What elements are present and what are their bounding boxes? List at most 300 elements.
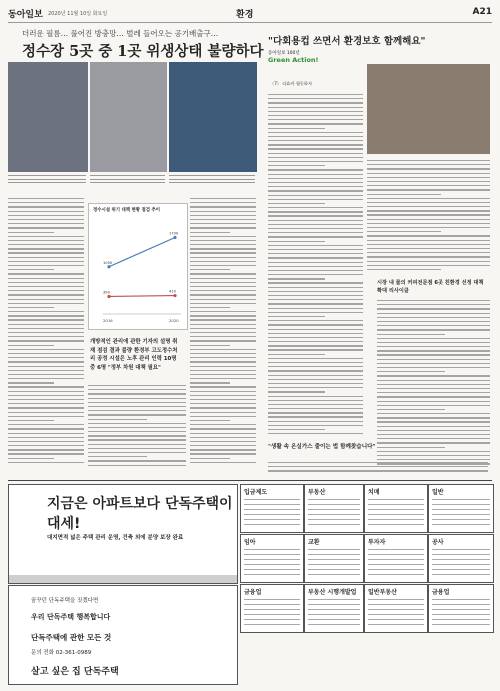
text-line xyxy=(190,248,256,249)
ad2-line-5: 살고 싶은 집 단독주택 xyxy=(31,667,119,677)
text-line xyxy=(88,410,186,411)
text-line xyxy=(8,232,54,233)
text-line xyxy=(8,453,84,454)
text-line xyxy=(190,219,256,220)
text-line xyxy=(88,414,186,415)
classified-ad-title: 일반부동산 xyxy=(368,589,397,596)
text-line xyxy=(190,424,256,425)
text-line xyxy=(367,265,490,266)
text-line xyxy=(268,190,363,191)
ad-text-line xyxy=(244,599,300,600)
text-line xyxy=(268,132,363,133)
text-line xyxy=(268,215,363,216)
ad-text-line xyxy=(368,574,424,575)
page-header xyxy=(8,6,492,23)
text-line xyxy=(377,384,490,385)
text-line xyxy=(367,198,490,199)
text-line xyxy=(268,282,363,283)
text-line xyxy=(190,458,230,459)
text-line xyxy=(377,392,490,393)
ad-text-line xyxy=(432,564,490,565)
text-line xyxy=(268,425,363,426)
ad-text-line xyxy=(244,609,300,610)
ad-text-line xyxy=(432,549,490,550)
text-line xyxy=(8,223,84,224)
text-line xyxy=(8,374,84,375)
ad-text-line xyxy=(368,514,424,515)
data-label: 1050 xyxy=(103,260,113,265)
ad-text-line xyxy=(432,524,490,525)
text-line xyxy=(8,252,84,253)
classified-ad xyxy=(304,584,364,633)
text-line xyxy=(377,434,490,435)
text-line xyxy=(8,236,84,237)
text-line xyxy=(268,412,363,413)
text-line xyxy=(377,304,490,305)
right-body-col-1 xyxy=(268,94,363,439)
text-line xyxy=(268,337,363,338)
text-line xyxy=(8,416,84,417)
text-line xyxy=(367,160,490,161)
text-line xyxy=(190,278,256,279)
ad-text-line xyxy=(244,614,300,615)
ad-text-line xyxy=(432,624,490,625)
text-line xyxy=(268,228,363,229)
text-line xyxy=(8,311,84,312)
ad-text-line xyxy=(432,499,490,500)
text-line xyxy=(8,458,54,459)
text-line xyxy=(377,342,490,343)
text-line xyxy=(268,462,488,463)
text-line xyxy=(268,324,363,325)
text-line xyxy=(268,349,363,350)
series-line-0 xyxy=(109,238,175,267)
text-line xyxy=(8,257,84,258)
text-line xyxy=(8,303,84,304)
text-line xyxy=(268,203,325,204)
text-line xyxy=(8,215,84,216)
text-line xyxy=(377,317,490,318)
text-line xyxy=(268,303,363,304)
text-line xyxy=(88,444,186,445)
ad-text-line xyxy=(368,614,424,615)
classified-ad-title: 부동산 xyxy=(308,489,326,496)
ad-text-line xyxy=(308,509,360,510)
text-line xyxy=(367,177,490,178)
ad-text-line xyxy=(308,519,360,520)
text-line xyxy=(367,256,490,257)
text-line xyxy=(190,244,256,245)
classified-ad xyxy=(240,484,304,533)
classified-ad xyxy=(364,534,428,583)
text-line xyxy=(88,427,186,428)
photo-caption-3 xyxy=(169,175,255,186)
text-line xyxy=(190,453,256,454)
photo-caption-1 xyxy=(8,175,86,186)
ad-text-line xyxy=(308,624,360,625)
text-line xyxy=(268,123,363,124)
text-line xyxy=(377,308,490,309)
ad-text-line xyxy=(432,569,490,570)
x-tick-label: 2016 xyxy=(103,318,113,323)
text-line xyxy=(190,386,256,387)
text-line xyxy=(8,382,54,383)
text-line xyxy=(8,391,84,392)
ad-subtitle: 대지면적 넓은 주택 관리 운영, 건축 외에 분양 보장 완료 xyxy=(47,535,184,541)
text-line xyxy=(268,404,363,405)
text-line xyxy=(377,300,490,301)
text-line xyxy=(367,231,441,232)
text-line xyxy=(8,441,84,442)
text-line xyxy=(190,294,256,295)
chart-title: 정수시설 위기 대책 현황 점검 추이 xyxy=(93,208,161,213)
ad-text-line xyxy=(244,604,300,605)
text-line xyxy=(8,361,84,362)
text-line xyxy=(367,214,490,215)
text-line xyxy=(88,385,186,386)
classified-ad xyxy=(304,484,364,533)
text-line xyxy=(268,220,363,221)
text-line xyxy=(190,315,256,316)
text-line xyxy=(190,378,256,379)
text-line xyxy=(268,102,363,103)
text-line xyxy=(190,307,230,308)
text-line xyxy=(268,383,363,384)
text-line xyxy=(268,278,325,279)
text-line xyxy=(190,282,256,283)
ad-text-line xyxy=(244,619,300,620)
classified-ad xyxy=(364,484,428,533)
text-line xyxy=(190,311,256,312)
classified-ad-title: 공사 xyxy=(432,539,444,546)
ad-text-line xyxy=(244,574,300,575)
text-line xyxy=(8,202,84,203)
ad-text-line xyxy=(244,509,300,510)
ad-text-line xyxy=(432,609,490,610)
text-line xyxy=(377,375,490,376)
right-subheading: 시장 내 물의 커피전문점 6곳 친환경 선정 대책 확대 리사이클 xyxy=(377,280,484,294)
text-line xyxy=(268,94,363,95)
ad-text-line xyxy=(368,604,424,605)
text-line xyxy=(268,140,363,141)
text-line xyxy=(268,354,325,355)
classified-ad-title: 금용업 xyxy=(432,589,450,596)
ad2-line-3: 단독주택에 관한 모든 것 xyxy=(31,633,112,642)
text-line xyxy=(8,336,84,337)
text-line xyxy=(190,227,256,228)
text-line xyxy=(268,396,363,397)
ad-text-line xyxy=(308,514,360,515)
ad-text-line xyxy=(368,564,424,565)
text-line xyxy=(377,354,490,355)
text-line xyxy=(190,407,256,408)
text-line xyxy=(268,128,325,129)
ad-text-line xyxy=(308,574,360,575)
text-line xyxy=(88,456,147,457)
text-line xyxy=(377,430,490,431)
text-line xyxy=(268,182,363,183)
text-line xyxy=(268,153,363,154)
text-line xyxy=(367,210,490,211)
text-line xyxy=(268,161,363,162)
ad-text-line xyxy=(432,619,490,620)
text-line xyxy=(190,437,256,438)
text-line xyxy=(8,437,84,438)
ad-detached-house-2 xyxy=(8,585,238,685)
data-point xyxy=(173,294,176,297)
text-line xyxy=(377,321,490,322)
text-line xyxy=(8,211,84,212)
text-line xyxy=(268,362,363,363)
text-line xyxy=(190,412,256,413)
text-line xyxy=(190,416,256,417)
classified-ad xyxy=(240,584,304,633)
text-line xyxy=(190,206,256,207)
text-line xyxy=(268,345,363,346)
ad-text-line xyxy=(432,604,490,605)
ad-text-line xyxy=(244,559,300,560)
text-line xyxy=(268,421,363,422)
text-line xyxy=(88,419,147,420)
ad-text-line xyxy=(432,504,490,505)
page-number: A21 xyxy=(472,7,492,17)
text-line xyxy=(190,361,256,362)
photo-window-screen xyxy=(8,62,88,172)
ad-text-line xyxy=(368,599,424,600)
text-line xyxy=(190,399,256,400)
text-line xyxy=(377,371,445,372)
text-line xyxy=(377,338,490,339)
text-line xyxy=(268,262,363,263)
article-body-col-3 xyxy=(190,198,256,470)
text-line xyxy=(377,359,490,360)
text-line xyxy=(190,223,256,224)
text-line xyxy=(8,319,84,320)
classified-ad-title: 교환 xyxy=(308,539,320,546)
ad-text-line xyxy=(432,519,490,520)
data-point xyxy=(107,295,110,298)
text-line xyxy=(190,433,256,434)
ad-text-line xyxy=(308,609,360,610)
text-line xyxy=(88,452,186,453)
article-headline: 정수장 5곳 중 1곳 위생상태 불량하다 xyxy=(22,43,264,60)
text-line xyxy=(8,424,84,425)
text-line xyxy=(377,363,490,364)
text-line xyxy=(268,111,363,112)
classified-ad-title: 치매 xyxy=(368,489,380,496)
caption-line xyxy=(90,179,165,180)
classified-ad-title: 입금제도 xyxy=(244,489,268,496)
text-line xyxy=(268,291,363,292)
ad-text-line xyxy=(368,499,424,500)
text-line xyxy=(367,164,490,165)
ad-text-line xyxy=(432,574,490,575)
series-line-1 xyxy=(109,296,175,297)
text-line xyxy=(367,223,490,224)
text-line xyxy=(268,157,363,158)
text-line xyxy=(8,248,84,249)
text-line xyxy=(367,189,490,190)
text-line xyxy=(88,402,186,403)
text-line xyxy=(8,278,84,279)
text-line xyxy=(367,261,490,262)
text-line xyxy=(190,428,256,429)
text-line xyxy=(8,403,84,404)
ad-text-line xyxy=(244,564,300,565)
text-line xyxy=(268,312,363,313)
series-subtitle: 〈7〉 다효카 협동하자 xyxy=(270,81,313,86)
classified-ad xyxy=(428,584,494,633)
text-line xyxy=(377,329,490,330)
text-line xyxy=(268,295,363,296)
text-line xyxy=(8,462,84,463)
ad-text-line xyxy=(308,524,360,525)
text-line xyxy=(268,270,363,271)
text-line xyxy=(268,358,363,359)
text-line xyxy=(190,265,256,266)
text-line xyxy=(8,324,84,325)
data-point xyxy=(107,265,110,268)
text-line xyxy=(190,202,256,203)
text-line xyxy=(377,334,445,335)
caption-line xyxy=(8,179,86,180)
text-line xyxy=(268,375,363,376)
text-line xyxy=(377,396,490,397)
text-line xyxy=(190,366,256,367)
right-box-body xyxy=(268,462,488,476)
ad-text-line xyxy=(368,559,424,560)
text-line xyxy=(268,429,325,430)
text-line xyxy=(268,245,363,246)
text-line xyxy=(88,406,186,407)
article-kicker: 더러운 필름… 풀어진 방충망… 벌레 들어오는 공기배출구… xyxy=(22,29,219,38)
text-line xyxy=(268,466,488,467)
text-line xyxy=(268,257,363,258)
ad-text-line xyxy=(244,624,300,625)
ad-text-line xyxy=(308,499,360,500)
ad-text-line xyxy=(308,569,360,570)
newspaper-logo: 동아일보 xyxy=(8,10,43,20)
text-line xyxy=(377,459,490,460)
inspection-chart xyxy=(88,203,188,330)
text-line xyxy=(8,307,54,308)
text-line xyxy=(88,435,186,436)
text-line xyxy=(8,219,84,220)
text-line xyxy=(190,332,256,333)
caption-line xyxy=(8,182,86,183)
text-line xyxy=(8,299,84,300)
caption-line xyxy=(90,182,165,183)
text-line xyxy=(268,195,363,196)
ad-text-line xyxy=(368,519,424,520)
text-line xyxy=(377,421,490,422)
text-line xyxy=(367,235,490,236)
text-line xyxy=(88,465,186,466)
text-line xyxy=(268,341,363,342)
ad-text-line xyxy=(432,509,490,510)
text-line xyxy=(367,248,490,249)
text-line xyxy=(268,144,363,145)
ad-text-line xyxy=(368,554,424,555)
text-line xyxy=(268,400,363,401)
text-line xyxy=(8,227,84,228)
text-line xyxy=(8,240,84,241)
classified-ad xyxy=(428,534,494,583)
classified-ad xyxy=(364,584,428,633)
ad-text-line xyxy=(308,504,360,505)
text-line xyxy=(377,405,490,406)
text-line xyxy=(268,274,363,275)
text-line xyxy=(268,199,363,200)
ad-text-line xyxy=(432,559,490,560)
photo-vent xyxy=(90,62,167,172)
text-line xyxy=(268,174,363,175)
text-line xyxy=(377,455,490,456)
text-line xyxy=(377,388,490,389)
text-line xyxy=(8,290,84,291)
text-line xyxy=(367,219,490,220)
text-line xyxy=(190,441,256,442)
text-line xyxy=(190,236,256,237)
text-line xyxy=(367,194,441,195)
text-line xyxy=(8,328,84,329)
ad-text-line xyxy=(432,614,490,615)
chart-svg xyxy=(89,204,187,329)
text-line xyxy=(8,428,84,429)
text-line xyxy=(268,470,488,471)
text-line xyxy=(377,313,490,314)
text-line xyxy=(367,252,490,253)
photo-cup-recycling xyxy=(367,64,490,154)
article-body-col-2 xyxy=(88,385,186,470)
advertisement-section xyxy=(8,480,492,686)
ad-text-line xyxy=(244,519,300,520)
ad-text-line xyxy=(244,554,300,555)
ad-text-line xyxy=(368,609,424,610)
ad-text-line xyxy=(308,599,360,600)
text-line xyxy=(190,357,256,358)
text-line xyxy=(367,202,490,203)
ad-text-line xyxy=(244,569,300,570)
text-line xyxy=(268,299,363,300)
text-line xyxy=(268,178,363,179)
text-line xyxy=(268,266,363,267)
text-line xyxy=(8,395,84,396)
ad-text-line xyxy=(244,549,300,550)
data-point xyxy=(173,236,176,239)
ad-text-line xyxy=(368,624,424,625)
ad2-line-2: 우리 단독주택 행복합니다 xyxy=(31,613,111,621)
text-line xyxy=(190,257,256,258)
text-line xyxy=(377,401,490,402)
text-line xyxy=(88,431,186,432)
text-line xyxy=(88,460,186,461)
classified-ad-title: 투자자 xyxy=(368,539,386,546)
ad-text-line xyxy=(244,524,300,525)
text-line xyxy=(190,370,256,371)
text-line xyxy=(190,336,256,337)
data-label: 390 xyxy=(103,290,110,295)
text-line xyxy=(268,169,363,170)
classified-ad xyxy=(304,534,364,583)
text-line xyxy=(88,393,186,394)
text-line xyxy=(268,107,363,108)
right-body-col-2 xyxy=(367,160,490,275)
text-line xyxy=(268,366,363,367)
text-line xyxy=(268,408,363,409)
photo-caption-2 xyxy=(90,175,165,186)
text-line xyxy=(268,329,363,330)
